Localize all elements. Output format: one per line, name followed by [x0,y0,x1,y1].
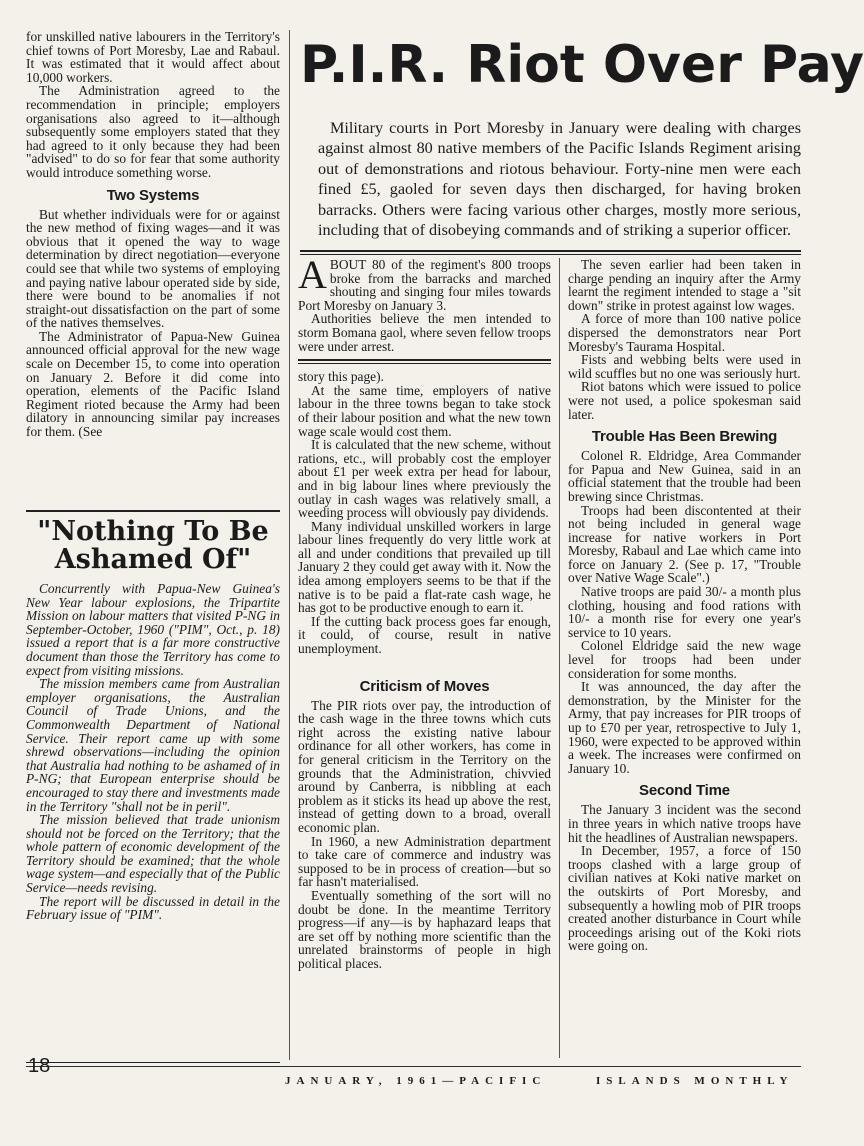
paragraph: The Administration agreed to the recommendation in principle; employers organisations also agreed to it—although subsequently some employers stated that they had agreed to it only because they had been "advised" to do so for fear that some authority would introduce something worse. [26,83,280,180]
paragraph: story this page). [298,369,384,385]
sidebar-title: "Nothing To Be Ashamed Of" [37,516,269,575]
column-3 [568,258,801,1068]
paragraph: Colonel R. Eldridge, Area Commander for Papua and New Guinea, said in an official statement that the trouble had been brewing since Christmas. [568,448,801,504]
paragraph: A force of more than 100 native police dispersed the demonstrators near Port Moresby's Taurama Hospital. [568,311,801,354]
sidebar-bottom-rule [26,1062,280,1063]
paragraph: But whether individuals were for or against the new method of fixing wages—and it was obvious that it opened the way to wage determination by direct negotiation—everyone could see that while two systems of employing and paying native labour operated side by side, there were bound to be anomalies if not straight-out dissatisfaction on the part of some of the natives themselves. [26,206,280,331]
paragraph: for unskilled native labourers in the Territory's chief towns of Port Moresby, Lae and Rabaul. It was estimated that it would affect about 10,000 workers. [26,29,280,85]
footer-right: ISLANDS MONTHLY [596,1075,794,1087]
paragraph: The report will be discussed in detail in the February issue of "PIM". [26,893,280,923]
paragraph: Troops had been discontented at their not being included in general wage increase for native workers in Port Moresby, Rabaul and Lae which came into force on January 2. (See p. 17, "Trouble over Native Wage Scale".) [568,502,801,586]
paragraph: Authorities believe the men intended to storm Bomana gaol, where seven fellow troops were under arrest. [298,311,551,354]
paragraph: The mission believed that trade unionism should not be forced on the Territory; that the whole pattern of economic development of the Territory should be examined; that the whole wage system—and especially that of the Public Service—needs revising. [26,812,280,896]
paragraph: If the cutting back process goes far enough, it could, of course, result in native unemployment. [298,613,551,657]
paragraph: In December, 1957, a force of 150 troops clashed with a large group of civilian natives at Koki native market on the outskirts of Port Moresby, and subsequently a howling mob of PIR troops created another disturbance in Court while proceedings arising out of the Koki riots were going on. [568,843,801,954]
sidebar-top-rule [26,510,280,512]
paragraph: The mission members came from Australian employer organisations, the Australian Council of Trade Unions, and the Commonwealth Department of National Service. Their report came up with some shrewd observations—including the opinion that Australia had nothing to be ashamed of in P-NG; that European enterprise should be encouraged to stay there and investments made in the Territory "shall not be in peril". [26,676,280,814]
paragraph: The Administrator of Papua-New Guinea announced official approval for the new wage scale on December 15, to come into operation on January 2. Before it did come into operation, elements of the Pacific Island Regiment rioted because the Army had been dilatory in announcing similar pay increases for them. (See [26,328,280,440]
drop-cap: A [298,252,327,297]
paragraph: The January 3 incident was the second in three years in which native troops have hit the headlines of Australian newspapers. [568,802,801,845]
section-heading: Two Systems [106,186,200,204]
column-1 [26,30,280,495]
paragraph: Riot batons which were issued to police were not used, a police spokesman said later. [568,379,801,422]
paragraph: Native troops are paid 30/- a month plus clothing, housing and food rations with 10/- a month rise for every one year's service to 10 years. [568,584,801,640]
paragraph: Colonel Eldridge said the new wage level for troops had been under consideration for some months. [568,638,801,681]
paragraph: BOUT 80 of the regiment's 800 troops broke from the barracks and marched shouting and singing four miles towards Port Moresby on January 3. [298,257,551,313]
paragraph: The PIR riots over pay, the introduction of the cash wage in the three towns which cuts right across the existing native labour ordinance for all other workers, has come in for general criticism in the Territory on the grounds that the Administration, chivvied around by Canberra, is nibbling at each problem as it sticks its head up above the rest, instead of getting down to a broad, overall economic plan. [298,697,551,835]
headline-box [300,34,864,104]
paragraph: Eventually something of the sort will no doubt be done. In the meantime Territory progress—if any—is by haphazard leaps that are set off by nothing more scientific than the unrelated brainstorms of people in high political places. [298,887,551,971]
column-2 [298,252,551,1068]
headline: P.I.R. Riot Over Pay [300,35,864,95]
paragraph: It is calculated that the new scheme, without rations, etc., will probably cost the employer about £1 per week extra per head for labour, and in big labour lines where previously the outlay in cash wages was relatively small, a weeding process will obviously pay dividends. [298,437,551,521]
paragraph: In 1960, a new Administration department to take care of commerce and industry was supposed to be in process of creation—but so far hasn't materialised. [298,833,551,890]
column-divider [559,258,560,1058]
paragraph: Fists and webbing belts were used in wild scuffles but no one was seriously hurt. [568,352,801,381]
footer-left: JANUARY, 1961—PACIFIC [285,1075,547,1087]
standfirst [318,118,801,248]
standfirst-text: Military courts in Port Moresby in January were dealing with charges against almost 80 native members of the Pacific Islands Regiment arising out of demonstrations and riotous behaviour. Forty-nine men were each fined £5, gaoled for seven days then discharged, for having broken barracks. Others were facing various other charges, mostly more serious, including that of disobeying commands and of striking a superior officer. [318,119,801,240]
standfirst-rule [300,250,801,255]
paragraph: Concurrently with Papua-New Guinea's New Year labour explosions, the Tripartite Mission on labour matters that visited P-NG in September-October, 1960 ("PIM", Oct., p. 18) issued a report that is a far more constructive document than those the Territory has come to expect from visiting missions. [26,581,280,678]
footer-rule [26,1066,801,1067]
section-heading: Trouble Has Been Brewing [591,428,778,446]
column-divider [289,30,290,1060]
section-heading: Criticism of Moves [359,677,490,695]
paragraph: Many individual unskilled workers in large labour lines frequently do very little work at all and under conditions that prevailed up till January 2 they could get away with it. Now the idea among employers seems to be that if the native is to be paid a flat-rate cash wage, he has got to be productive enough to earn it. [298,518,551,616]
page-number: 18 [28,1055,51,1077]
sidebar-box [26,510,280,1055]
section-heading: Second Time [639,782,730,800]
paragraph: At the same time, employers of native labour in the three towns began to take stock of their labour position and what the new town wage scale would cost them. [298,382,551,439]
divider-rule [298,359,551,364]
paragraph: It was announced, the day after the demonstration, by the Minister for the Army, that pay increases for PIR troops of up to £70 per year, retrospective to July 1, 1960, were expected to be approved within a week. The increases were confirmed on January 10. [568,679,801,776]
paragraph: The seven earlier had been taken in charge pending an inquiry after the Army learnt the regiment intended to stage a "sit down" strike in protest against low wages. [568,257,801,313]
